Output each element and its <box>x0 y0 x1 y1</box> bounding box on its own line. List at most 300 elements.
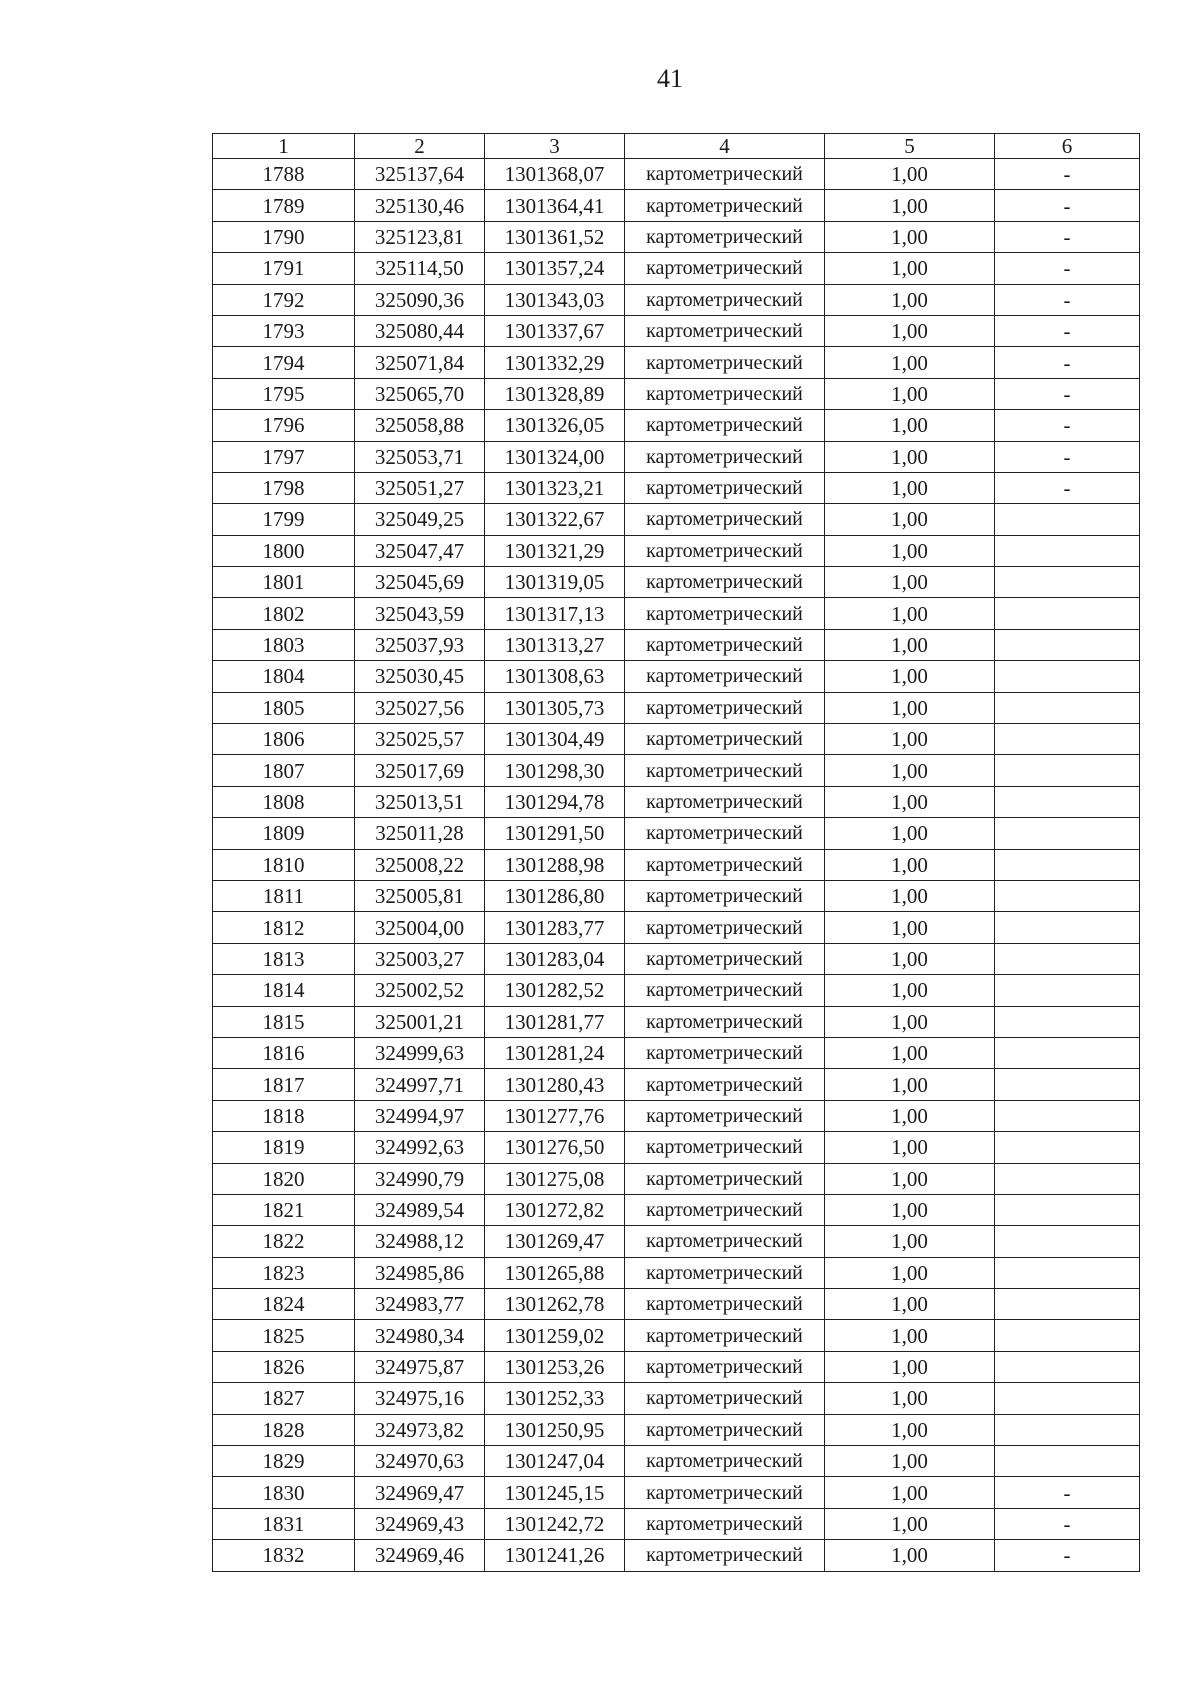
y-coordinate-cell: 1301259,02 <box>485 1320 625 1351</box>
point-number-cell: 1810 <box>213 849 355 880</box>
accuracy-cell: 1,00 <box>825 1163 995 1194</box>
method-cell: картометрический <box>625 943 825 974</box>
accuracy-cell: 1,00 <box>825 1069 995 1100</box>
table-row <box>213 943 1140 974</box>
note-cell: - <box>995 441 1140 472</box>
x-coordinate-cell: 324997,71 <box>355 1069 485 1100</box>
accuracy-cell: 1,00 <box>825 284 995 315</box>
note-cell <box>995 975 1140 1006</box>
method-cell: картометрический <box>625 1508 825 1539</box>
y-coordinate-cell: 1301319,05 <box>485 567 625 598</box>
point-number-cell: 1830 <box>213 1477 355 1508</box>
y-coordinate-cell: 1301313,27 <box>485 629 625 660</box>
accuracy-cell: 1,00 <box>825 1540 995 1571</box>
method-cell: картометрический <box>625 1194 825 1225</box>
header-col-3: 3 <box>485 134 625 159</box>
accuracy-cell: 1,00 <box>825 1477 995 1508</box>
table-header <box>213 134 1140 159</box>
method-cell: картометрический <box>625 692 825 723</box>
method-cell: картометрический <box>625 1414 825 1445</box>
x-coordinate-cell: 325058,88 <box>355 410 485 441</box>
note-cell <box>995 629 1140 660</box>
x-coordinate-cell: 324969,47 <box>355 1477 485 1508</box>
x-coordinate-cell: 324975,87 <box>355 1351 485 1382</box>
header-col-4: 4 <box>625 134 825 159</box>
table-row <box>213 1383 1140 1414</box>
y-coordinate-cell: 1301343,03 <box>485 284 625 315</box>
accuracy-cell: 1,00 <box>825 190 995 221</box>
x-coordinate-cell: 324970,63 <box>355 1446 485 1477</box>
accuracy-cell: 1,00 <box>825 441 995 472</box>
point-number-cell: 1826 <box>213 1351 355 1382</box>
accuracy-cell: 1,00 <box>825 818 995 849</box>
point-number-cell: 1798 <box>213 472 355 503</box>
table-row <box>213 1508 1140 1539</box>
table-row <box>213 410 1140 441</box>
x-coordinate-cell: 325123,81 <box>355 221 485 252</box>
point-number-cell: 1795 <box>213 378 355 409</box>
accuracy-cell: 1,00 <box>825 1320 995 1351</box>
note-cell: - <box>995 1477 1140 1508</box>
y-coordinate-cell: 1301281,77 <box>485 1006 625 1037</box>
y-coordinate-cell: 1301245,15 <box>485 1477 625 1508</box>
table-row <box>213 755 1140 786</box>
x-coordinate-cell: 325045,69 <box>355 567 485 598</box>
method-cell: картометрический <box>625 1100 825 1131</box>
x-coordinate-cell: 325003,27 <box>355 943 485 974</box>
y-coordinate-cell: 1301324,00 <box>485 441 625 472</box>
y-coordinate-cell: 1301305,73 <box>485 692 625 723</box>
x-coordinate-cell: 325001,21 <box>355 1006 485 1037</box>
method-cell: картометрический <box>625 629 825 660</box>
x-coordinate-cell: 324994,97 <box>355 1100 485 1131</box>
accuracy-cell: 1,00 <box>825 1194 995 1225</box>
method-cell: картометрический <box>625 724 825 755</box>
y-coordinate-cell: 1301322,67 <box>485 504 625 535</box>
table-row <box>213 504 1140 535</box>
y-coordinate-cell: 1301280,43 <box>485 1069 625 1100</box>
point-number-cell: 1831 <box>213 1508 355 1539</box>
method-cell: картометрический <box>625 598 825 629</box>
point-number-cell: 1820 <box>213 1163 355 1194</box>
table-row <box>213 724 1140 755</box>
point-number-cell: 1793 <box>213 315 355 346</box>
method-cell: картометрический <box>625 1132 825 1163</box>
x-coordinate-cell: 324973,82 <box>355 1414 485 1445</box>
y-coordinate-cell: 1301242,72 <box>485 1508 625 1539</box>
accuracy-cell: 1,00 <box>825 598 995 629</box>
y-coordinate-cell: 1301288,98 <box>485 849 625 880</box>
x-coordinate-cell: 325114,50 <box>355 253 485 284</box>
point-number-cell: 1796 <box>213 410 355 441</box>
point-number-cell: 1814 <box>213 975 355 1006</box>
note-cell: - <box>995 190 1140 221</box>
accuracy-cell: 1,00 <box>825 1037 995 1068</box>
y-coordinate-cell: 1301247,04 <box>485 1446 625 1477</box>
header-col-2: 2 <box>355 134 485 159</box>
method-cell: картометрический <box>625 818 825 849</box>
point-number-cell: 1794 <box>213 347 355 378</box>
point-number-cell: 1797 <box>213 441 355 472</box>
x-coordinate-cell: 325047,47 <box>355 535 485 566</box>
note-cell <box>995 1446 1140 1477</box>
note-cell <box>995 1163 1140 1194</box>
accuracy-cell: 1,00 <box>825 378 995 409</box>
y-coordinate-cell: 1301272,82 <box>485 1194 625 1225</box>
x-coordinate-cell: 325027,56 <box>355 692 485 723</box>
table-row <box>213 315 1140 346</box>
note-cell: - <box>995 410 1140 441</box>
accuracy-cell: 1,00 <box>825 347 995 378</box>
y-coordinate-cell: 1301308,63 <box>485 661 625 692</box>
table-row <box>213 1069 1140 1100</box>
accuracy-cell: 1,00 <box>825 1257 995 1288</box>
table-row <box>213 1414 1140 1445</box>
y-coordinate-cell: 1301277,76 <box>485 1100 625 1131</box>
table-row <box>213 378 1140 409</box>
accuracy-cell: 1,00 <box>825 535 995 566</box>
method-cell: картометрический <box>625 159 825 190</box>
note-cell: - <box>995 472 1140 503</box>
table-row <box>213 1132 1140 1163</box>
y-coordinate-cell: 1301291,50 <box>485 818 625 849</box>
note-cell: - <box>995 347 1140 378</box>
point-number-cell: 1822 <box>213 1226 355 1257</box>
y-coordinate-cell: 1301283,77 <box>485 912 625 943</box>
method-cell: картометрический <box>625 1163 825 1194</box>
table-row <box>213 190 1140 221</box>
accuracy-cell: 1,00 <box>825 504 995 535</box>
accuracy-cell: 1,00 <box>825 1508 995 1539</box>
method-cell: картометрический <box>625 1351 825 1382</box>
accuracy-cell: 1,00 <box>825 1351 995 1382</box>
accuracy-cell: 1,00 <box>825 1226 995 1257</box>
table-row <box>213 1540 1140 1571</box>
table-body <box>213 159 1140 1572</box>
point-number-cell: 1828 <box>213 1414 355 1445</box>
method-cell: картометрический <box>625 975 825 1006</box>
method-cell: картометрический <box>625 347 825 378</box>
note-cell <box>995 1069 1140 1100</box>
method-cell: картометрический <box>625 253 825 284</box>
point-number-cell: 1805 <box>213 692 355 723</box>
point-number-cell: 1788 <box>213 159 355 190</box>
x-coordinate-cell: 324985,86 <box>355 1257 485 1288</box>
note-cell <box>995 1383 1140 1414</box>
table-row <box>213 1226 1140 1257</box>
y-coordinate-cell: 1301368,07 <box>485 159 625 190</box>
method-cell: картометрический <box>625 378 825 409</box>
accuracy-cell: 1,00 <box>825 1100 995 1131</box>
header-col-1: 1 <box>213 134 355 159</box>
accuracy-cell: 1,00 <box>825 661 995 692</box>
method-cell: картометрический <box>625 1446 825 1477</box>
y-coordinate-cell: 1301294,78 <box>485 786 625 817</box>
table-row <box>213 880 1140 911</box>
accuracy-cell: 1,00 <box>825 253 995 284</box>
method-cell: картометрический <box>625 1289 825 1320</box>
point-number-cell: 1817 <box>213 1069 355 1100</box>
point-number-cell: 1816 <box>213 1037 355 1068</box>
y-coordinate-cell: 1301317,13 <box>485 598 625 629</box>
note-cell <box>995 567 1140 598</box>
accuracy-cell: 1,00 <box>825 1446 995 1477</box>
y-coordinate-cell: 1301323,21 <box>485 472 625 503</box>
table-row <box>213 912 1140 943</box>
point-number-cell: 1792 <box>213 284 355 315</box>
y-coordinate-cell: 1301265,88 <box>485 1257 625 1288</box>
point-number-cell: 1804 <box>213 661 355 692</box>
method-cell: картометрический <box>625 1226 825 1257</box>
y-coordinate-cell: 1301357,24 <box>485 253 625 284</box>
y-coordinate-cell: 1301321,29 <box>485 535 625 566</box>
point-number-cell: 1807 <box>213 755 355 786</box>
point-number-cell: 1806 <box>213 724 355 755</box>
accuracy-cell: 1,00 <box>825 629 995 660</box>
note-cell <box>995 1289 1140 1320</box>
table-row <box>213 347 1140 378</box>
method-cell: картометрический <box>625 472 825 503</box>
x-coordinate-cell: 325025,57 <box>355 724 485 755</box>
point-number-cell: 1824 <box>213 1289 355 1320</box>
method-cell: картометрический <box>625 1006 825 1037</box>
x-coordinate-cell: 324988,12 <box>355 1226 485 1257</box>
x-coordinate-cell: 324980,34 <box>355 1320 485 1351</box>
accuracy-cell: 1,00 <box>825 567 995 598</box>
y-coordinate-cell: 1301253,26 <box>485 1351 625 1382</box>
point-number-cell: 1812 <box>213 912 355 943</box>
point-number-cell: 1832 <box>213 1540 355 1571</box>
point-number-cell: 1809 <box>213 818 355 849</box>
note-cell <box>995 661 1140 692</box>
note-cell: - <box>995 1540 1140 1571</box>
method-cell: картометрический <box>625 504 825 535</box>
x-coordinate-cell: 325080,44 <box>355 315 485 346</box>
method-cell: картометрический <box>625 786 825 817</box>
method-cell: картометрический <box>625 880 825 911</box>
table-row <box>213 1006 1140 1037</box>
note-cell <box>995 1414 1140 1445</box>
table-row <box>213 1257 1140 1288</box>
table-row <box>213 472 1140 503</box>
note-cell <box>995 786 1140 817</box>
accuracy-cell: 1,00 <box>825 1132 995 1163</box>
point-number-cell: 1825 <box>213 1320 355 1351</box>
accuracy-cell: 1,00 <box>825 975 995 1006</box>
method-cell: картометрический <box>625 441 825 472</box>
x-coordinate-cell: 324999,63 <box>355 1037 485 1068</box>
y-coordinate-cell: 1301298,30 <box>485 755 625 786</box>
accuracy-cell: 1,00 <box>825 943 995 974</box>
x-coordinate-cell: 325005,81 <box>355 880 485 911</box>
note-cell <box>995 943 1140 974</box>
table-row <box>213 284 1140 315</box>
y-coordinate-cell: 1301281,24 <box>485 1037 625 1068</box>
table-row <box>213 1037 1140 1068</box>
accuracy-cell: 1,00 <box>825 1289 995 1320</box>
y-coordinate-cell: 1301304,49 <box>485 724 625 755</box>
point-number-cell: 1818 <box>213 1100 355 1131</box>
point-number-cell: 1815 <box>213 1006 355 1037</box>
table-row <box>213 441 1140 472</box>
note-cell <box>995 1257 1140 1288</box>
note-cell <box>995 504 1140 535</box>
x-coordinate-cell: 325030,45 <box>355 661 485 692</box>
method-cell: картометрический <box>625 1037 825 1068</box>
y-coordinate-cell: 1301282,52 <box>485 975 625 1006</box>
x-coordinate-cell: 324975,16 <box>355 1383 485 1414</box>
method-cell: картометрический <box>625 1069 825 1100</box>
method-cell: картометрический <box>625 190 825 221</box>
table-row <box>213 1163 1140 1194</box>
method-cell: картометрический <box>625 661 825 692</box>
note-cell <box>995 598 1140 629</box>
point-number-cell: 1801 <box>213 567 355 598</box>
note-cell: - <box>995 1508 1140 1539</box>
table-row <box>213 1289 1140 1320</box>
note-cell <box>995 755 1140 786</box>
method-cell: картометрический <box>625 755 825 786</box>
note-cell <box>995 818 1140 849</box>
x-coordinate-cell: 325051,27 <box>355 472 485 503</box>
note-cell: - <box>995 378 1140 409</box>
x-coordinate-cell: 324969,43 <box>355 1508 485 1539</box>
table-row <box>213 598 1140 629</box>
x-coordinate-cell: 325017,69 <box>355 755 485 786</box>
x-coordinate-cell: 325002,52 <box>355 975 485 1006</box>
point-number-cell: 1813 <box>213 943 355 974</box>
table-row <box>213 661 1140 692</box>
y-coordinate-cell: 1301262,78 <box>485 1289 625 1320</box>
point-number-cell: 1827 <box>213 1383 355 1414</box>
method-cell: картометрический <box>625 284 825 315</box>
note-cell <box>995 1351 1140 1382</box>
point-number-cell: 1800 <box>213 535 355 566</box>
table-row <box>213 1477 1140 1508</box>
point-number-cell: 1811 <box>213 880 355 911</box>
table-row <box>213 221 1140 252</box>
method-cell: картометрический <box>625 1320 825 1351</box>
table-row <box>213 1351 1140 1382</box>
x-coordinate-cell: 325043,59 <box>355 598 485 629</box>
y-coordinate-cell: 1301364,41 <box>485 190 625 221</box>
note-cell: - <box>995 253 1140 284</box>
point-number-cell: 1790 <box>213 221 355 252</box>
x-coordinate-cell: 325008,22 <box>355 849 485 880</box>
point-number-cell: 1791 <box>213 253 355 284</box>
point-number-cell: 1823 <box>213 1257 355 1288</box>
method-cell: картометрический <box>625 535 825 566</box>
x-coordinate-cell: 325053,71 <box>355 441 485 472</box>
accuracy-cell: 1,00 <box>825 880 995 911</box>
accuracy-cell: 1,00 <box>825 221 995 252</box>
point-number-cell: 1789 <box>213 190 355 221</box>
table-row <box>213 849 1140 880</box>
table-row <box>213 253 1140 284</box>
accuracy-cell: 1,00 <box>825 315 995 346</box>
y-coordinate-cell: 1301326,05 <box>485 410 625 441</box>
method-cell: картометрический <box>625 315 825 346</box>
y-coordinate-cell: 1301275,08 <box>485 1163 625 1194</box>
point-number-cell: 1829 <box>213 1446 355 1477</box>
note-cell <box>995 1194 1140 1225</box>
table-row <box>213 629 1140 660</box>
method-cell: картометрический <box>625 221 825 252</box>
x-coordinate-cell: 325004,00 <box>355 912 485 943</box>
note-cell <box>995 535 1140 566</box>
accuracy-cell: 1,00 <box>825 1383 995 1414</box>
x-coordinate-cell: 325090,36 <box>355 284 485 315</box>
x-coordinate-cell: 325137,64 <box>355 159 485 190</box>
table-row <box>213 692 1140 723</box>
y-coordinate-cell: 1301241,26 <box>485 1540 625 1571</box>
y-coordinate-cell: 1301250,95 <box>485 1414 625 1445</box>
note-cell <box>995 912 1140 943</box>
method-cell: картометрический <box>625 410 825 441</box>
method-cell: картометрический <box>625 1477 825 1508</box>
table-row <box>213 1194 1140 1225</box>
table-row <box>213 535 1140 566</box>
accuracy-cell: 1,00 <box>825 786 995 817</box>
note-cell: - <box>995 315 1140 346</box>
x-coordinate-cell: 325013,51 <box>355 786 485 817</box>
accuracy-cell: 1,00 <box>825 912 995 943</box>
accuracy-cell: 1,00 <box>825 1414 995 1445</box>
x-coordinate-cell: 324990,79 <box>355 1163 485 1194</box>
point-number-cell: 1819 <box>213 1132 355 1163</box>
x-coordinate-cell: 324983,77 <box>355 1289 485 1320</box>
y-coordinate-cell: 1301252,33 <box>485 1383 625 1414</box>
y-coordinate-cell: 1301361,52 <box>485 221 625 252</box>
point-number-cell: 1821 <box>213 1194 355 1225</box>
x-coordinate-cell: 325049,25 <box>355 504 485 535</box>
table-row <box>213 567 1140 598</box>
note-cell: - <box>995 221 1140 252</box>
note-cell <box>995 1132 1140 1163</box>
x-coordinate-cell: 324989,54 <box>355 1194 485 1225</box>
table-row <box>213 1446 1140 1477</box>
accuracy-cell: 1,00 <box>825 755 995 786</box>
accuracy-cell: 1,00 <box>825 159 995 190</box>
method-cell: картометрический <box>625 1257 825 1288</box>
x-coordinate-cell: 325071,84 <box>355 347 485 378</box>
header-col-5: 5 <box>825 134 995 159</box>
x-coordinate-cell: 324969,46 <box>355 1540 485 1571</box>
table-row <box>213 975 1140 1006</box>
table-row <box>213 159 1140 190</box>
note-cell: - <box>995 284 1140 315</box>
x-coordinate-cell: 325037,93 <box>355 629 485 660</box>
table-row <box>213 1320 1140 1351</box>
point-number-cell: 1803 <box>213 629 355 660</box>
note-cell <box>995 1006 1140 1037</box>
y-coordinate-cell: 1301332,29 <box>485 347 625 378</box>
point-number-cell: 1802 <box>213 598 355 629</box>
note-cell <box>995 1037 1140 1068</box>
y-coordinate-cell: 1301276,50 <box>485 1132 625 1163</box>
x-coordinate-cell: 324992,63 <box>355 1132 485 1163</box>
method-cell: картометрический <box>625 567 825 598</box>
y-coordinate-cell: 1301286,80 <box>485 880 625 911</box>
y-coordinate-cell: 1301269,47 <box>485 1226 625 1257</box>
note-cell <box>995 1320 1140 1351</box>
note-cell <box>995 880 1140 911</box>
y-coordinate-cell: 1301337,67 <box>485 315 625 346</box>
accuracy-cell: 1,00 <box>825 410 995 441</box>
table-row <box>213 818 1140 849</box>
accuracy-cell: 1,00 <box>825 849 995 880</box>
point-number-cell: 1808 <box>213 786 355 817</box>
